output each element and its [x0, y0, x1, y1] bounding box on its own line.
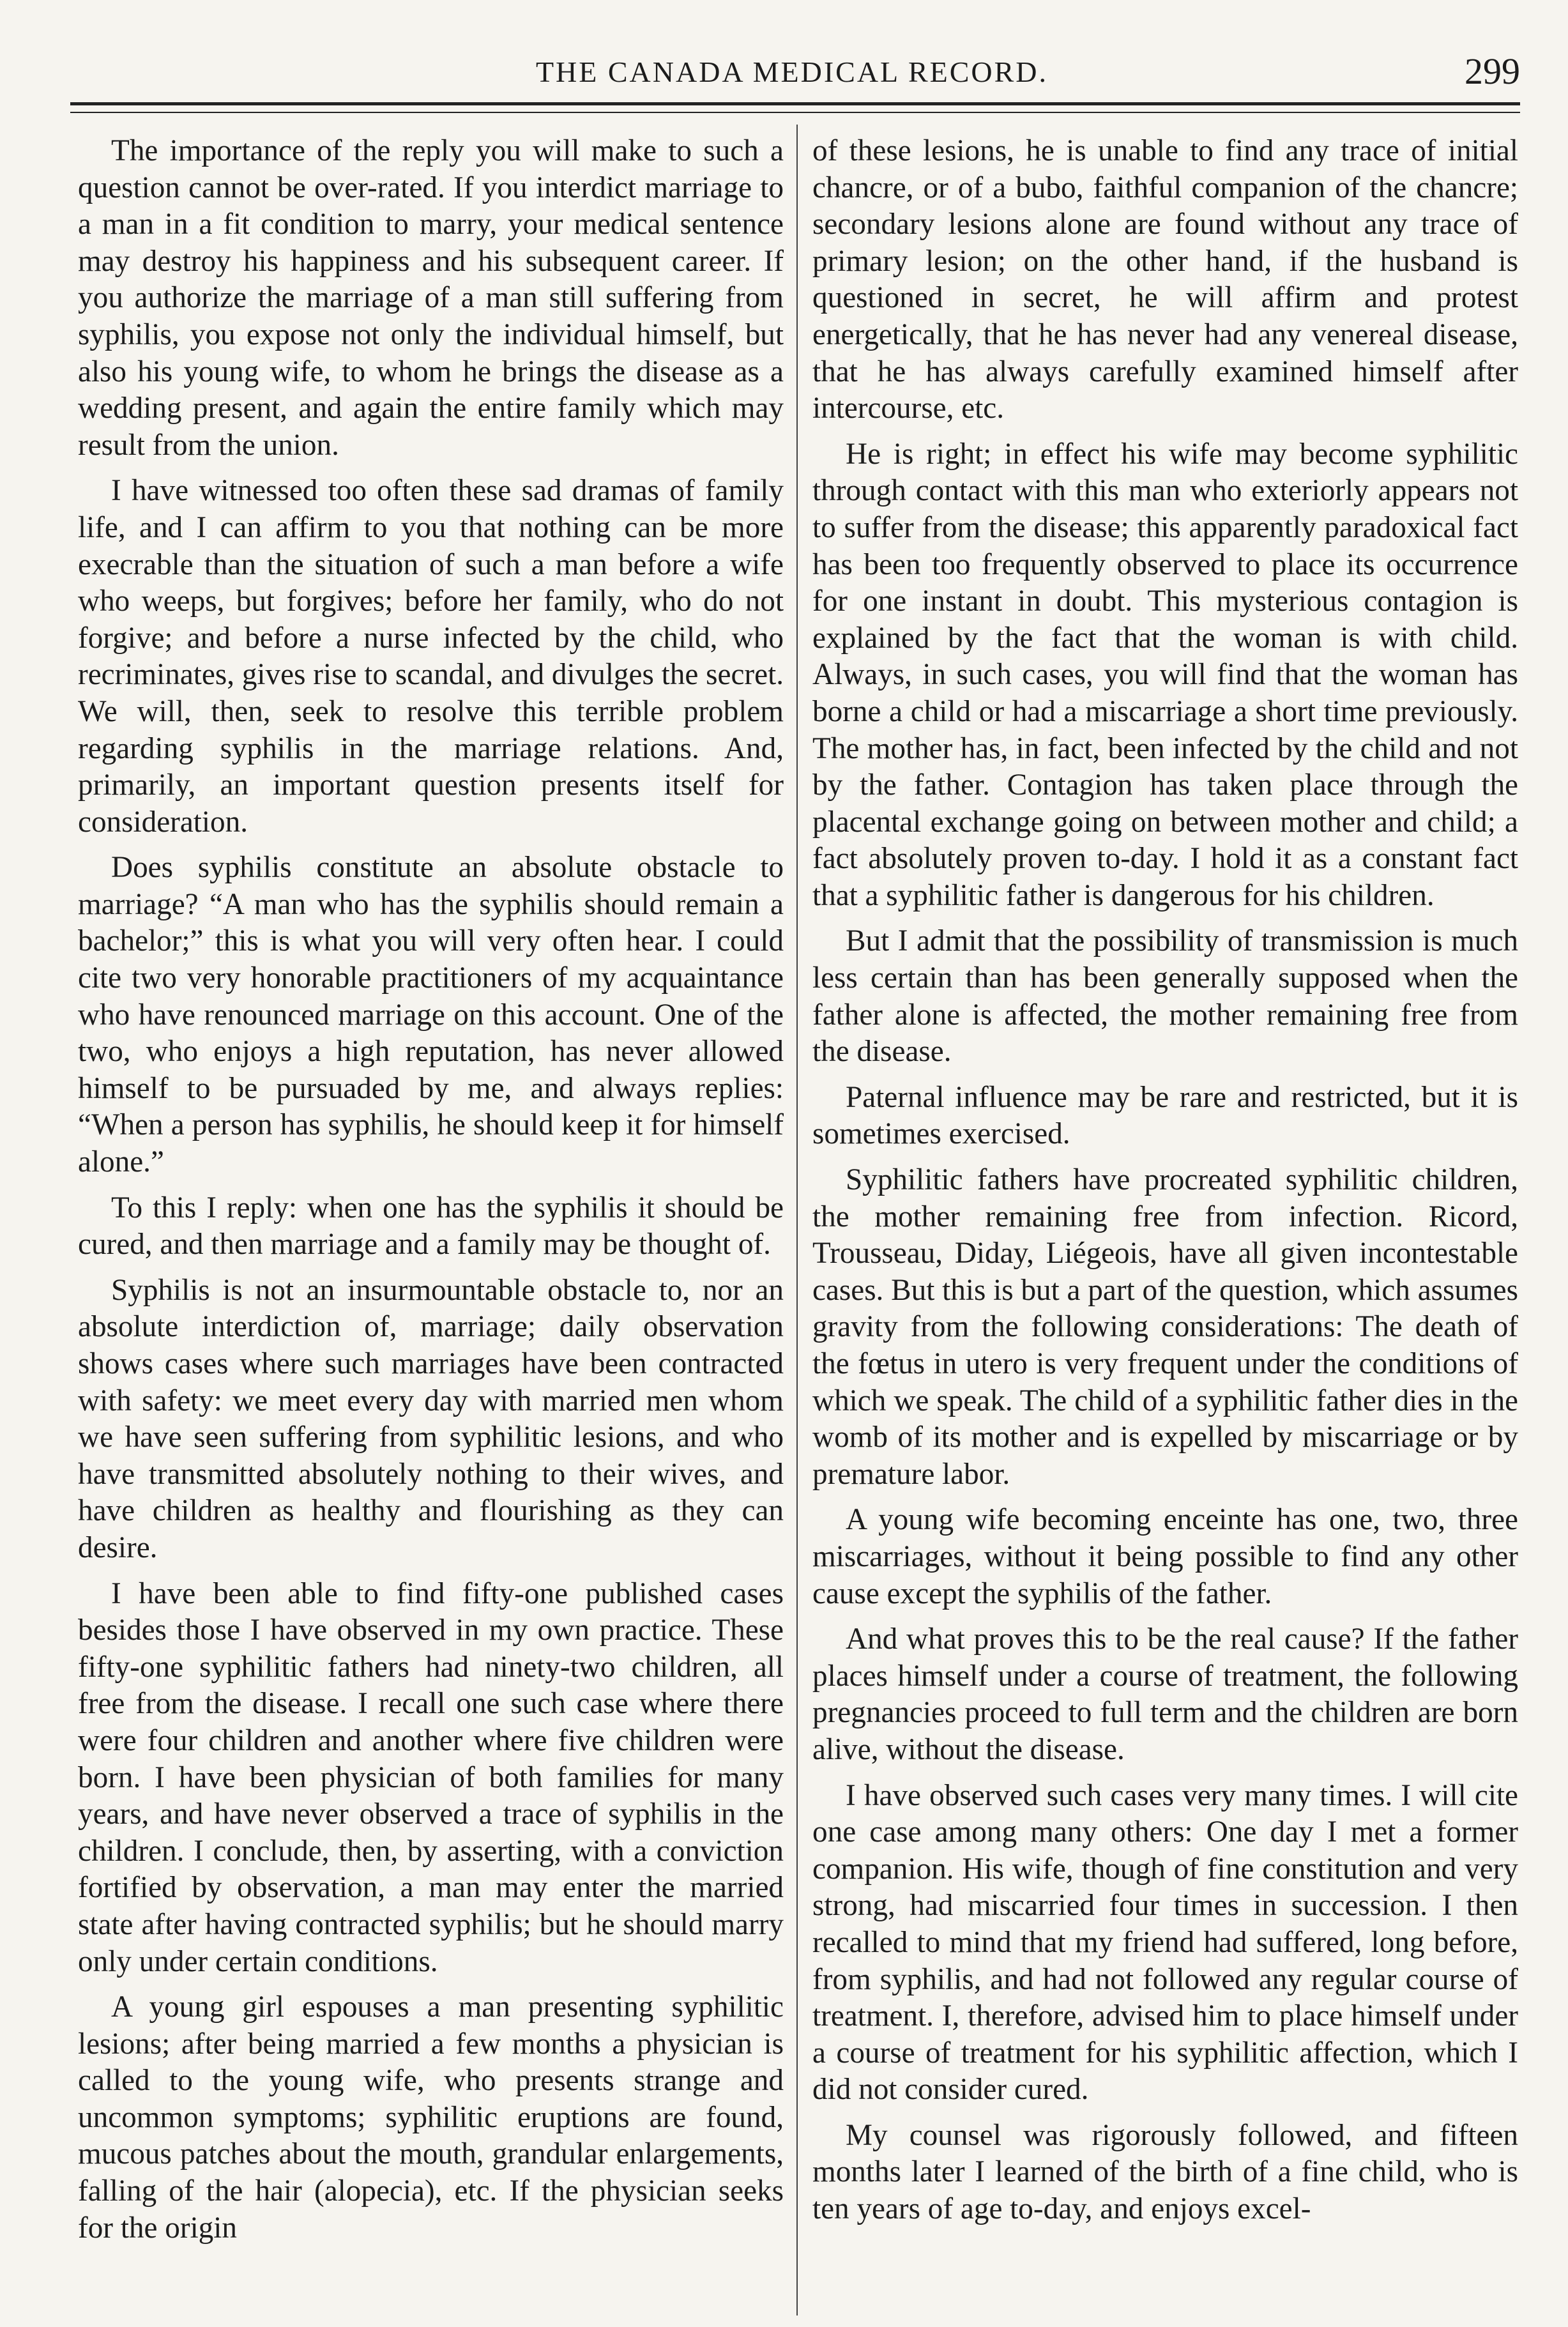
paragraph: Paternal influence may be rare and restricted, but it is sometimes exercised.	[812, 1080, 1518, 1151]
right-column	[812, 133, 1518, 2311]
header-rule-thin	[70, 112, 1520, 113]
paragraph: The importance of the reply you will make to such a question cannot be over-rated. If you interdict marriage to a man in a fit condition to marry, your medical sentence may destroy his happiness and his subsequent career. If you authorize the marriage of a man still suffering from syphilis, you expose not only the individual himself, but also his young wife, to whom he brings the disease as a wedding present, and again the entire family which may result from the union.	[78, 134, 784, 462]
left-column	[78, 133, 784, 2311]
paragraph: I have witnessed too often these sad dramas of family life, and I can affirm to you that nothing can be more execrable than the situation of such a man before a wife who weeps, but forgives; before her family, who do not forgive; and before a nurse infected by the child, who recriminates, gives rise to scandal, and divulges the secret. We will, then, seek to resolve this terrible problem regarding syphilis in the marriage relations. And, primarily, an important question presents itself for consideration.	[78, 474, 784, 839]
paragraph: A young girl espouses a man presenting syphilitic lesions; after being married a few months a physician is called to the young wife, who presents strange and uncommon symptoms; syphilitic eruptions are found, mucous patches about the mouth, grandular enlargements, falling of the hair (alopecia), etc. If the physician seeks for the origin	[78, 1990, 784, 2245]
column-divider	[796, 125, 798, 2316]
header-rule-thick	[70, 102, 1520, 105]
paragraph: My counsel was rigorously followed, and fifteen months later I learned of the birth of a fine child, who is ten years of age to-day, and enjoys excel-	[812, 2118, 1518, 2226]
paragraph: A young wife becoming enceinte has one, two, three miscarriages, without it being possible to find any other cause except the syphilis of the father.	[812, 1503, 1518, 1610]
paragraph: I have observed such cases very many times. I will cite one case among many others: One day I met a former companion. His wife, though of fine constitution and very strong, had miscarried four times in succession. I then recalled to mind that my friend had suffered, long before, from syphilis, and had not followed any regular course of treatment. I, therefore, advised him to place himself under a course of treatment for his syphilitic affection, which I did not consider cured.	[812, 1778, 1518, 2107]
paragraph: He is right; in effect his wife may become syphilitic through contact with this man who exteriorly appears not to suffer from the disease; this apparently paradoxical fact has been too frequently observed to place its occurrence for one instant in doubt. This mysterious contagion is explained by the fact that the woman is with child. Always, in such cases, you will find that the woman has borne a child or had a miscarriage a short time previously. The mother has, in fact, been infected by the child and not by the father. Contagion has taken place through the placental exchange going on between mother and child; a fact absolutely proven to-day. I hold it as a constant fact that a syphilitic father is dangerous for his children.	[812, 437, 1518, 912]
paragraph: Syphilitic fathers have procreated syphilitic children, the mother remaining free from infection. Ricord, Trousseau, Diday, Liégeois, have all given incontestable cases. But this is but a part of the question, which assumes gravity from the following considerations: The death of the fœtus in utero is very frequent under the conditions of which we speak. The child of a syphilitic father dies in the womb of its mother and is expelled by miscarriage or by premature labor.	[812, 1163, 1518, 1491]
paragraph: Does syphilis constitute an absolute obstacle to marriage? “A man who has the syphilis should remain a bachelor;” this is what you will very often hear. I could cite two very honorable practitioners of my acquaintance who have renounced marriage on this account. One of the two, who enjoys a high reputation, has never allowed himself to be pursuaded by me, and always replies: “When a person has syphilis, he should keep it for himself alone.”	[78, 851, 784, 1179]
page-number: 299	[1465, 50, 1520, 92]
paragraph: of these lesions, he is unable to find any trace of initial chancre, or of a bubo, faithful companion of the chancre; secondary lesions alone are found without any trace of primary lesion; on the other hand, if the husband is questioned in secret, he will affirm and protest energetically, that he has never had any venereal disease, that he has always carefully examined himself after intercourse, etc.	[812, 134, 1518, 425]
page-header	[70, 38, 1520, 96]
paragraph: Syphilis is not an insurmountable obstacle to, nor an absolute interdiction of, marriage; daily observation shows cases where such marriages have been contracted with safety: we meet every day with married men whom we have seen suffering from syphilitic lesions, and who have transmitted absolutely nothing to their wives, and have children as healthy and flourishing as they can desire.	[78, 1273, 784, 1564]
paragraph: I have been able to find fifty-one published cases besides those I have observed in my own practice. These fifty-one syphilitic fathers had ninety-two children, all free from the disease. I recall one such case where there were four children and another where five children were born. I have been physician of both families for many years, and have never observed a trace of syphilis in the children. I conclude, then, by asserting, with a conviction fortified by observation, a man may enter the married state after having contracted syphilis; but he should marry only under certain conditions.	[78, 1576, 784, 1978]
paragraph: To this I reply: when one has the syphilis it should be cured, and then marriage and a family may be thought of.	[78, 1191, 784, 1262]
paragraph: But I admit that the possibility of transmission is much less certain than has been generally supposed when the father alone is affected, the mother remaining free from the disease.	[812, 924, 1518, 1069]
paragraph: And what proves this to be the real cause? If the father places himself under a course of treatment, the following pregnancies proceed to full term and the children are born alive, without the disease.	[812, 1622, 1518, 1766]
running-title: THE CANADA MEDICAL RECORD.	[535, 56, 1049, 88]
